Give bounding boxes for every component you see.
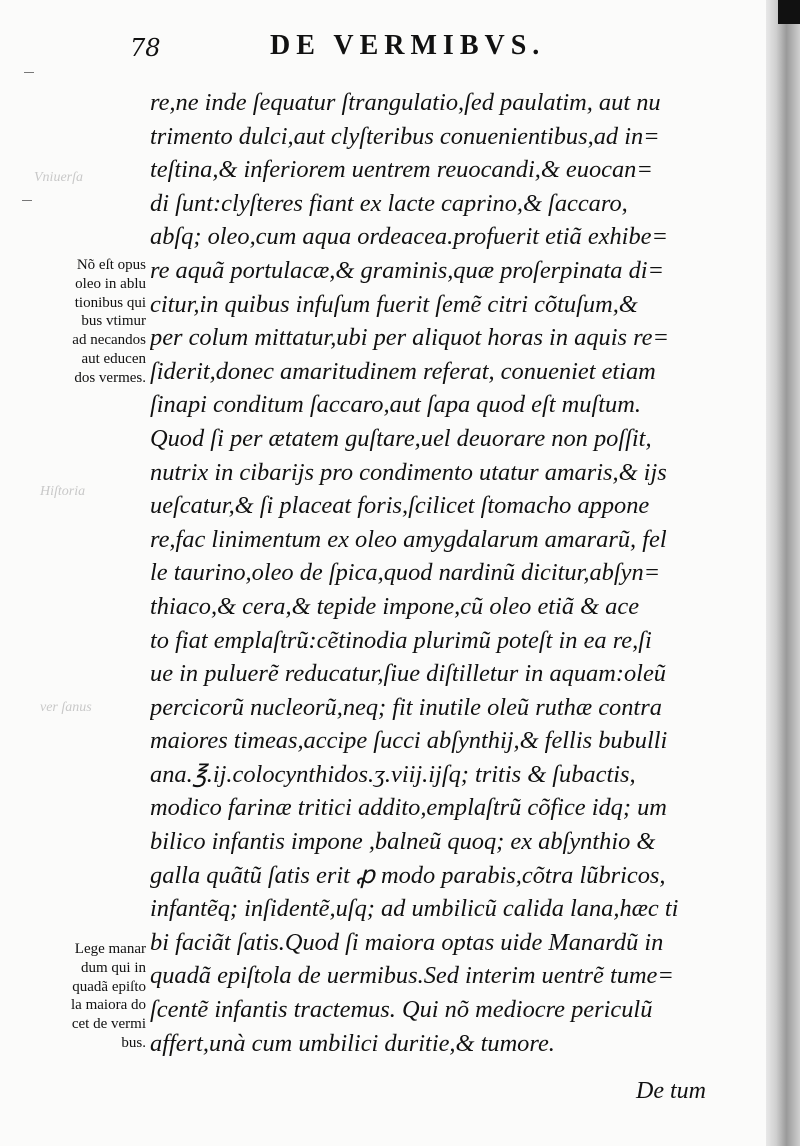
text-line: nutrix in cibarijs pro condimento utatur amaris,& ijs bbox=[150, 458, 667, 486]
margin-note-manardus bbox=[28, 940, 146, 1053]
margin-note-line: dos vermes. bbox=[74, 369, 146, 386]
text-line: ſinapi conditum ſaccaro,aut ſapa quod eſt muſtum. bbox=[150, 391, 641, 419]
text-line: di ſunt:clyſteres fiant ex lacte caprino,& ſaccaro, bbox=[150, 189, 628, 217]
margin-note-line: cet de vermi bbox=[71, 1016, 146, 1033]
text-line: quadã epiſtola de uermibus.Sed interim uentrẽ tume= bbox=[150, 962, 674, 990]
margin-note-line: bus. bbox=[121, 1034, 146, 1051]
text-line: to fiat emplaſtrũ:cẽtinodia plurimũ poteſt in ea re,ſi bbox=[150, 626, 652, 654]
margin-note-line: quadã epiſto bbox=[72, 978, 146, 995]
text-line: bilico infantis impone ,balneũ quoq; ex abſynthio & bbox=[150, 828, 656, 856]
margin-note-line: Lege manar bbox=[74, 941, 146, 957]
text-line: bi faciãt ſatis.Quod ſi maiora optas uide Manardũ in bbox=[150, 928, 664, 956]
body-text bbox=[150, 86, 740, 1060]
text-line: ſiderit,donec amaritudinem referat, conueniet etiam bbox=[150, 357, 656, 385]
text-line: citur,in quibus infuſum fuerit ſemẽ citri cõtuſum,& bbox=[150, 290, 638, 318]
margin-note-line: Nõ eſt opus bbox=[76, 257, 146, 273]
margin-note-line: dum qui in bbox=[80, 959, 146, 976]
margin-note-line: tionibus qui bbox=[74, 294, 146, 311]
margin-note-line: la maiora do bbox=[71, 997, 146, 1014]
text-line: galla quãtũ ſatis erit ꝓ modo parabis,cõtra lũbricos, bbox=[150, 861, 666, 889]
margin-note-opus bbox=[28, 256, 146, 388]
bleed-through-text: ver ſanus bbox=[40, 700, 92, 715]
margin-note-line: aut educen bbox=[81, 350, 146, 367]
margin-mark bbox=[24, 72, 34, 73]
text-line: infantẽq; inſidentẽ,uſq; ad umbilicũ calida lana,hæc ti bbox=[150, 895, 679, 923]
text-line: abſq; oleo,cum aqua ordeacea.profuerit etiã exhibe= bbox=[150, 223, 668, 251]
margin-mark bbox=[22, 200, 32, 201]
page-number: 78 bbox=[130, 34, 161, 62]
bleed-through-text: Vniuerſa bbox=[34, 170, 83, 185]
margin-note-line: bus vtimur bbox=[81, 313, 146, 330]
page-gutter-edge bbox=[766, 0, 800, 1146]
text-line: maiores timeas,accipe ſucci abſynthij,& fellis bubulli bbox=[150, 727, 668, 755]
catchword: De tum bbox=[636, 1078, 706, 1104]
text-line: per colum mittatur,ubi per aliquot horas in aquis re= bbox=[150, 324, 669, 352]
text-line: modico farinæ tritici addito,emplaſtrũ cõfice idq; um bbox=[150, 794, 667, 822]
bleed-through-text: Hiſtoria bbox=[40, 484, 86, 499]
margin-note-line: ad necandos bbox=[72, 332, 146, 349]
text-line: ueſcatur,& ſi placeat foris,ſcilicet ſtomacho appone bbox=[150, 492, 650, 520]
text-line: re,fac linimentum ex oleo amygdalarum amararũ, fel bbox=[150, 525, 667, 553]
running-head: DE VERMIBVS. bbox=[270, 30, 546, 61]
text-line: thiaco,& cera,& tepide impone,cũ oleo etiã & ace bbox=[150, 592, 640, 620]
text-line: trimento dulci,aut clyſteribus conuenientibus,ad in= bbox=[150, 122, 660, 150]
text-line: Quod ſi per ætatem guſtare,uel deuorare non poſſit, bbox=[150, 424, 652, 452]
page-corner-shadow bbox=[778, 0, 800, 24]
text-line: affert,unà cum umbilici duritie,& tumore. bbox=[150, 1029, 555, 1057]
text-line: ſcentẽ infantis tractemus. Qui nõ mediocre periculũ bbox=[150, 996, 653, 1024]
text-line: percicorũ nucleorũ,neq; fit inutile oleũ ruthæ contra bbox=[150, 693, 662, 721]
text-line: ue in puluerẽ reducatur,ſiue diſtilletur in aquam:oleũ bbox=[150, 660, 666, 688]
text-line: re aquã portulacæ,& graminis,quæ proſerpinata di= bbox=[150, 256, 665, 284]
margin-note-line: oleo in ablu bbox=[75, 275, 146, 292]
text-line: ana.℥.ij.colocynthidos.ʒ.viij.ijſq; tritis & ſubactis, bbox=[150, 760, 636, 788]
text-line: le taurino,oleo de ſpica,quod nardinũ dicitur,abſyn= bbox=[150, 559, 661, 587]
text-line: re,ne inde ſequatur ſtrangulatio,ſed paulatim, aut nu bbox=[150, 89, 661, 116]
text-line: teſtina,& inferiorem uentrem reuocandi,& euocan= bbox=[150, 156, 653, 184]
